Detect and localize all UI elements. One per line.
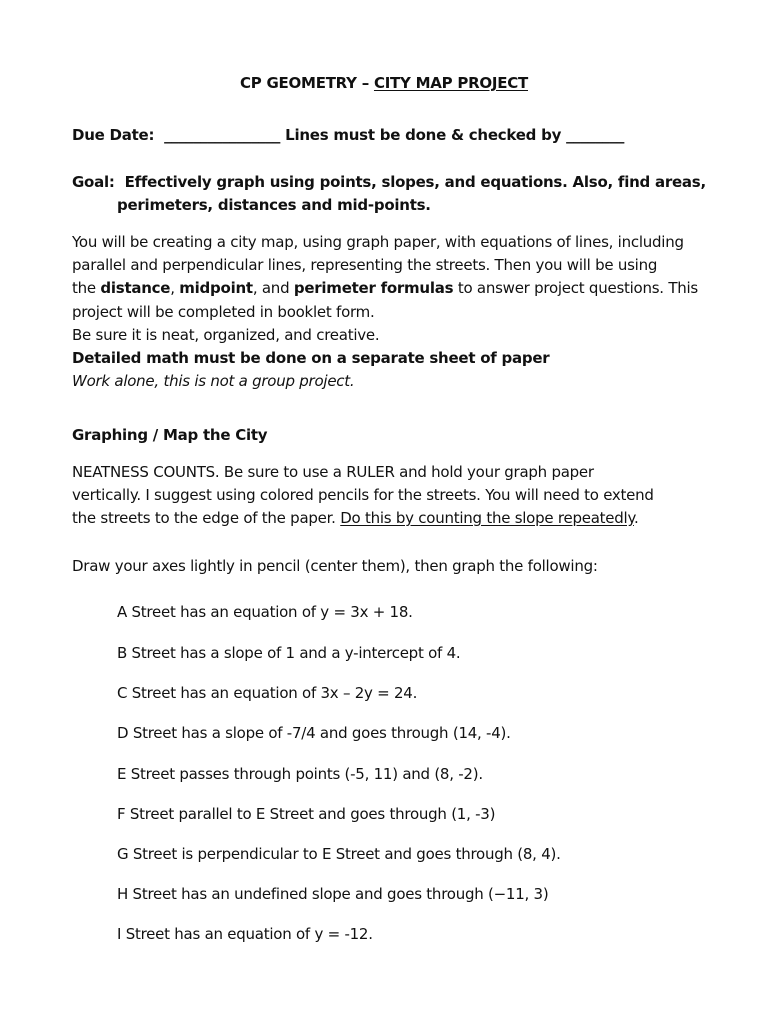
intro-line-1: You will be creating a city map, using graph paper, with equations of lines, including bbox=[72, 233, 684, 251]
lines-checked-text: Lines must be done & checked by bbox=[285, 126, 562, 144]
intro-comma: , bbox=[170, 279, 180, 297]
page-title bbox=[0, 73, 768, 93]
intro-line-3 bbox=[72, 278, 698, 298]
goal-line-1 bbox=[72, 172, 706, 192]
graphing-line-3-end: . bbox=[633, 509, 639, 527]
graphing-line-3-underlined: Do this by counting the slope repeatedly bbox=[340, 509, 634, 527]
graphing-line-3 bbox=[72, 508, 638, 528]
intro-rest: to answer project questions. This bbox=[453, 279, 698, 297]
section-heading-graphing: Graphing / Map the City bbox=[72, 426, 268, 444]
due-date-blank: ________________ bbox=[164, 126, 281, 144]
intro-distance: distance bbox=[100, 279, 171, 297]
street-item-f: F Street parallel to E Street and goes through (1, -3) bbox=[117, 805, 496, 823]
due-date-label: Due Date: bbox=[72, 126, 155, 144]
due-date-line bbox=[72, 125, 624, 145]
street-item-c: C Street has an equation of 3x – 2y = 24. bbox=[117, 684, 418, 702]
street-item-a: A Street has an equation of y = 3x + 18. bbox=[117, 603, 413, 621]
intro-line-4: project will be completed in booklet form. bbox=[72, 303, 375, 321]
intro-line-6: Detailed math must be done on a separate sheet of paper bbox=[72, 349, 550, 367]
intro-the: the bbox=[72, 279, 101, 297]
graphing-line-1: NEATNESS COUNTS. Be sure to use a RULER and hold your graph paper bbox=[72, 463, 594, 481]
title-underlined: CITY MAP PROJECT bbox=[373, 74, 528, 92]
checked-by-blank: ________ bbox=[566, 126, 625, 144]
goal-text-1: Effectively graph using points, slopes, and equations. Also, find areas, bbox=[124, 173, 706, 191]
intro-line-5: Be sure it is neat, organized, and creative. bbox=[72, 326, 380, 344]
intro-midpoint: midpoint bbox=[179, 279, 253, 297]
graphing-line-3-start: the streets to the edge of the paper. bbox=[72, 509, 341, 527]
intro-line-7: Work alone, this is not a group project. bbox=[72, 372, 355, 390]
goal-line-2: perimeters, distances and mid-points. bbox=[117, 196, 431, 214]
street-item-g: G Street is perpendicular to E Street and goes through (8, 4). bbox=[117, 845, 561, 863]
street-item-h: H Street has an undefined slope and goes through (−11, 3) bbox=[117, 885, 549, 903]
intro-line-2: parallel and perpendicular lines, representing the streets. Then you will be using bbox=[72, 256, 658, 274]
street-item-b: B Street has a slope of 1 and a y-intercept of 4. bbox=[117, 644, 461, 662]
street-item-e: E Street passes through points (-5, 11) and (8, -2). bbox=[117, 765, 483, 783]
intro-and: , and bbox=[252, 279, 294, 297]
street-item-d: D Street has a slope of -7/4 and goes through (14, -4). bbox=[117, 724, 511, 742]
intro-perimeter: perimeter formulas bbox=[293, 279, 454, 297]
title-prefix: CP GEOMETRY – bbox=[239, 74, 374, 92]
street-item-i: I Street has an equation of y = -12. bbox=[117, 925, 373, 943]
graphing-instruction: Draw your axes lightly in pencil (center them), then graph the following: bbox=[72, 557, 598, 575]
goal-label: Goal: bbox=[72, 173, 115, 191]
graphing-line-2: vertically. I suggest using colored pencils for the streets. You will need to extend bbox=[72, 486, 654, 504]
